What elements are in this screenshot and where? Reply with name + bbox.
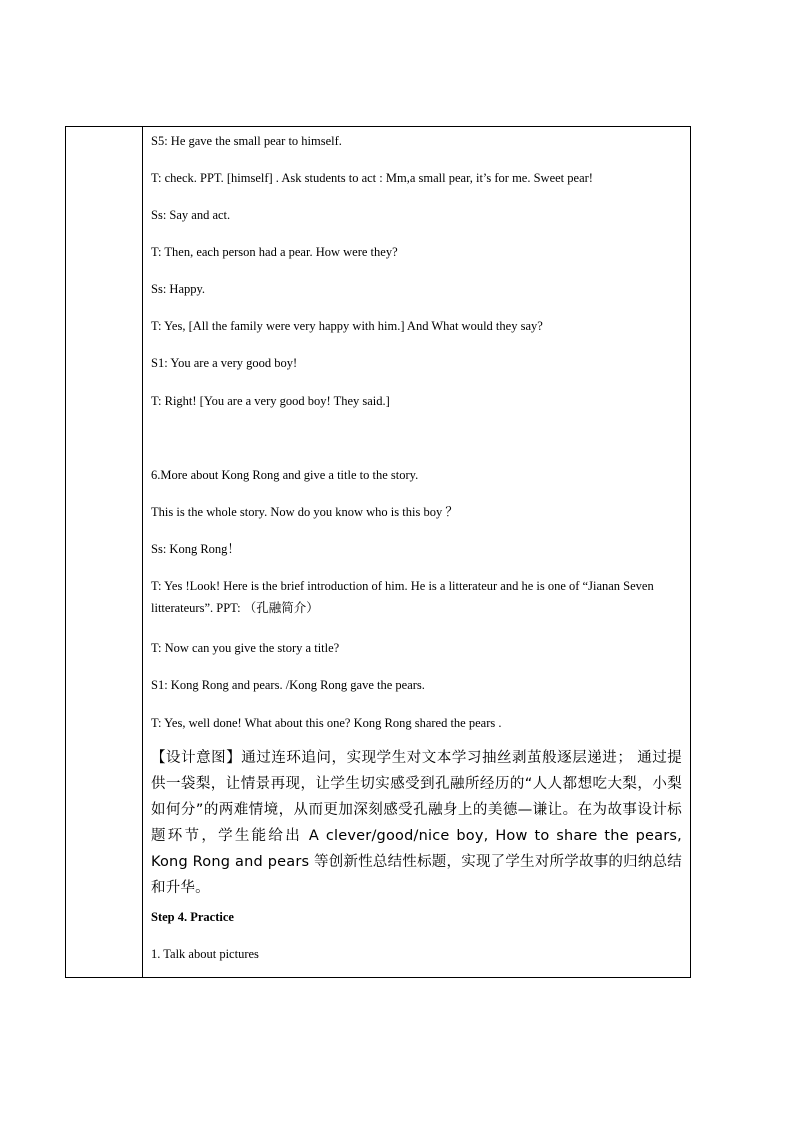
dialogue-line: T: Then, each person had a pear. How were they? [151,245,398,259]
step-heading: Step 4. Practice [151,910,234,924]
dialogue-line: This is the whole story. Now do you know who is this boy ？ [151,505,458,519]
dialogue-line: Ss: Say and act. [151,208,231,222]
dialogue-line: T: Yes !Look! Here is the brief introduction of him. He is a litterateur and he is one of “Jianan Seven litterateurs”. PPT: （孔融简介） [151,579,654,615]
design-intent-note: 【设计意图】通过连环追问，实现学生对文本学习抽丝剥茧般逐层递进； 通过提供一袋梨，让情景再现，让学生切实感受到孔融所经历的“人人都想吃大梨，小梨如何分”的两难情境，从而更加深刻感受孔融身上的美德—谦让。在为故事设计标题环节，学生能给出 A clever/good/nice boy, How to share the pears, Kong Rong and pears 等创新性总结性标题，实现了学生对所学故事的归纳总结和升华。 [151,750,682,896]
dialogue-line: S5: He gave the small pear to himself. [151,134,342,148]
dialogue-line: S1: You are a very good boy! [151,356,298,370]
dialogue-line: T: Yes, [All the family were very happy with him.] And What would they say? [151,319,543,333]
dialogue-line: T: Right! [You are a very good boy! They said.] [151,394,390,408]
dialogue-line: Ss: Kong Rong！ [151,542,240,556]
dialogue-line: T: Now can you give the story a title? [151,641,340,655]
dialogue-line: Ss: Happy. [151,282,206,296]
dialogue-line: T: check. PPT. [himself] . Ask students to act : Mm,a small pear, it’s for me. Sweet pear! [151,171,593,185]
dialogue-line: S1: Kong Rong and pears. /Kong Rong gave the pears. [151,678,425,692]
left-column-cell [66,127,143,977]
section-heading: 6.More about Kong Rong and give a title to the story. [151,468,419,482]
step-item: 1. Talk about pictures [151,947,259,961]
dialogue-line: T: Yes, well done! What about this one? Kong Rong shared the pears . [151,716,502,730]
content-cell [143,127,690,977]
lesson-table [65,126,691,978]
